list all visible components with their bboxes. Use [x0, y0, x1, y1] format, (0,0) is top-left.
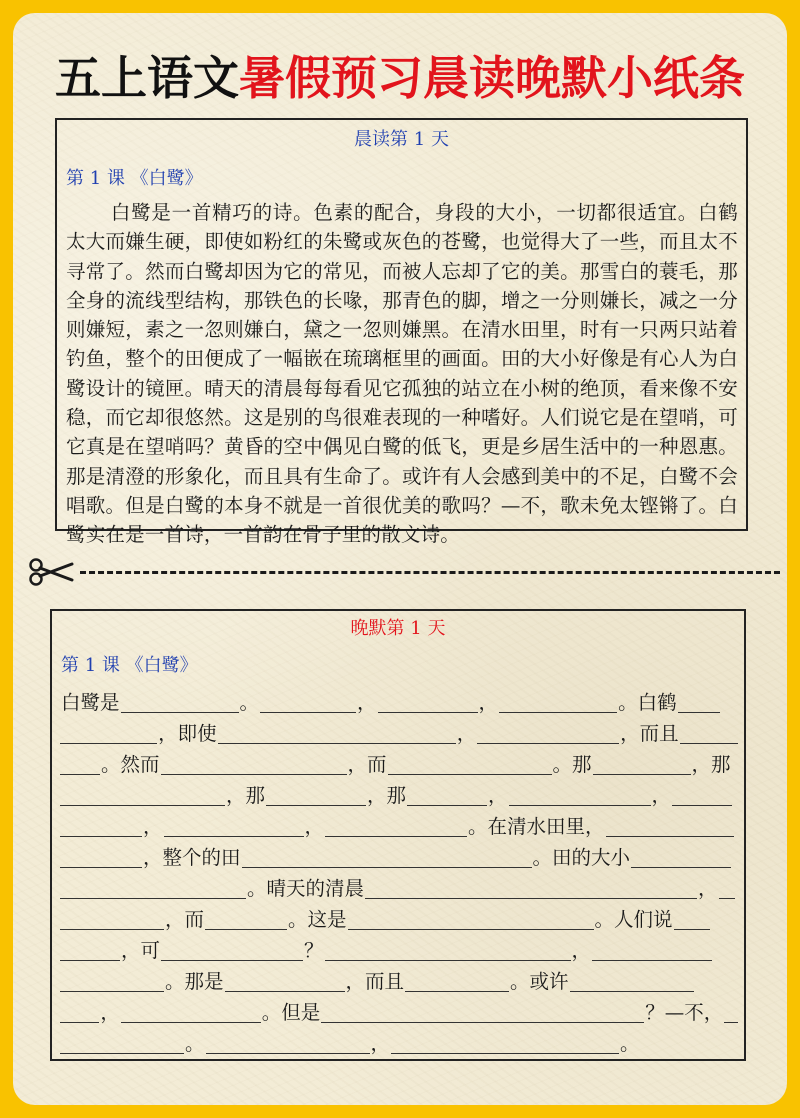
dictation-line-6 [60, 842, 738, 874]
fill-blank[interactable] [325, 816, 467, 837]
line-text: ，整个的田 [143, 846, 241, 869]
fill-blank[interactable] [606, 816, 734, 837]
fill-blank[interactable] [60, 971, 164, 992]
fill-blank[interactable] [121, 1002, 261, 1023]
line-text: 。这是 [288, 908, 347, 931]
title-part-black: 五上语文 [55, 51, 239, 105]
line-text: ，那 [226, 784, 266, 807]
dictation-line-10 [60, 966, 738, 998]
line-text: ， [357, 691, 377, 714]
line-text: 。 [185, 1032, 205, 1055]
fill-blank[interactable] [164, 816, 304, 837]
evening-header: 晚默第 1 天 [350, 618, 446, 639]
line-text: ， [488, 784, 508, 807]
dictation-line-8 [60, 904, 738, 936]
fill-blank[interactable] [60, 909, 164, 930]
line-text: 。或许 [510, 970, 569, 993]
morning-passage: 白鹭是一首精巧的诗。色素的配合，身段的大小，一切都很适宜。白鹤太大而嫌生硬，即使如粉红的朱鹭或灰色的苍鹭，也觉得大了一些，而且太不寻常了。然而白鹭却因为它的常见，而被人忘却了它的美。那雪白的蓑毛，那全身的流线型结构，那铁色的长喙，那青色的脚，增之一分则嫌长，减之一分则嫌短，素之一忽则嫌白，黛之一忽则嫌黑。在清水田里，时有一只两只站着钓鱼，整个的田便成了一幅嵌在琉璃框里的画面。田的大小好像是有心人为白鹭设计的镜匣。晴天的清晨每每看见它孤独的站立在小树的绝顶，看来像不安稳，而它却很悠然。这是别的鸟很难表现的一种嗜好。人们说它是在望哨，可它真是在望哨吗？黄昏的空中偶见白鹭的低飞，更是乡居生活中的一种恩惠。那是清澄的形象化，而且具有生命了。或许有人会感到美中的不足，白鹭不会唱歌。但是白鹭的本身不就是一首很优美的歌吗？—不，歌未免太铿锵了。白鹭实在是一首诗，一首韵在骨子里的散文诗。 [66, 201, 738, 547]
line-text: 。那 [552, 753, 592, 776]
dashed-divider [80, 571, 780, 574]
morning-lesson-title: 第 1 课 《白鹭》 [66, 168, 203, 189]
dictation-line-7 [60, 873, 738, 905]
fill-blank[interactable] [391, 1033, 619, 1054]
line-text: 。但是 [261, 1001, 321, 1024]
fill-blank[interactable] [477, 723, 619, 744]
line-text: ，即使 [158, 722, 217, 745]
fill-blank[interactable] [378, 692, 478, 713]
fill-blank[interactable] [674, 909, 710, 930]
evening-dictation-box [50, 609, 746, 1061]
morning-header: 晨读第 1 天 [354, 129, 449, 150]
fill-blank[interactable] [325, 940, 571, 961]
line-text: ，而且 [345, 970, 405, 993]
scissors-icon [28, 558, 74, 586]
morning-reading-box [55, 118, 748, 547]
line-text: ，而且 [620, 722, 679, 745]
line-text: 。 [620, 1032, 640, 1055]
page-title [0, 48, 800, 108]
fill-blank[interactable] [205, 909, 287, 930]
line-text: 。晴天的清晨 [247, 877, 365, 900]
line-text: 。白鹤 [618, 691, 677, 714]
fill-blank[interactable] [348, 909, 594, 930]
line-text: ， [478, 691, 499, 714]
line-text: ，而 [165, 908, 205, 931]
cut-line [28, 557, 788, 587]
fill-blank[interactable] [365, 878, 697, 899]
line-text: ？—不， [645, 1001, 724, 1024]
line-text: 白鹭是 [61, 691, 120, 714]
line-text: ， [651, 784, 672, 807]
fill-blank[interactable] [499, 692, 617, 713]
dictation-line-11 [60, 997, 738, 1029]
fill-blank[interactable] [60, 816, 142, 837]
line-text: ， [456, 722, 477, 745]
line-text: ？ [304, 939, 324, 962]
line-text: ，那 [691, 753, 731, 776]
dictation-line-5 [60, 811, 738, 843]
line-text: 。人们说 [594, 908, 673, 931]
fill-blank[interactable] [407, 785, 487, 806]
fill-blank[interactable] [161, 754, 347, 775]
fill-blank[interactable] [388, 754, 552, 775]
fill-blank[interactable] [680, 723, 738, 744]
dictation-line-4 [60, 780, 738, 812]
line-text: ， [304, 815, 325, 838]
fill-blank[interactable] [678, 692, 720, 713]
fill-blank[interactable] [60, 878, 246, 899]
dictation-line-3 [60, 749, 738, 781]
line-text: ，而 [347, 753, 387, 776]
evening-lesson-title: 第 1 课 《白鹭》 [61, 655, 198, 676]
fill-blank[interactable] [60, 785, 225, 806]
fill-blank[interactable] [321, 1002, 644, 1023]
fill-blank[interactable] [60, 1033, 184, 1054]
fill-blank[interactable] [509, 785, 651, 806]
line-text: ， [571, 939, 592, 962]
line-text: ，那 [367, 784, 407, 807]
line-text: ， [100, 1001, 120, 1024]
fill-blank[interactable] [206, 1033, 370, 1054]
fill-blank[interactable] [672, 785, 732, 806]
dictation-line-12 [60, 1028, 738, 1060]
line-text: 。田的大小 [532, 846, 631, 869]
dictation-line-1 [60, 687, 738, 719]
line-text: ， [143, 815, 163, 838]
fill-blank[interactable] [242, 847, 532, 868]
fill-blank[interactable] [60, 754, 100, 775]
fill-blank[interactable] [593, 754, 691, 775]
line-text: 。然而 [101, 753, 160, 776]
fill-blank[interactable] [631, 847, 731, 868]
fill-blank[interactable] [724, 1002, 738, 1023]
fill-blank[interactable] [225, 971, 345, 992]
title-part-red: 暑假预习晨读晚默小纸条 [239, 51, 745, 105]
line-text: 。那是 [165, 970, 224, 993]
fill-blank[interactable] [570, 971, 694, 992]
line-text: ，可 [121, 939, 161, 962]
fill-blank[interactable] [405, 971, 509, 992]
fill-blank[interactable] [218, 723, 456, 744]
fill-blank[interactable] [161, 940, 303, 961]
fill-blank[interactable] [719, 878, 735, 899]
fill-blank[interactable] [592, 940, 712, 961]
fill-blank[interactable] [121, 692, 239, 713]
line-text: 。 [239, 691, 260, 714]
dictation-line-2 [60, 718, 738, 750]
fill-blank[interactable] [60, 847, 142, 868]
dictation-line-9 [60, 935, 738, 967]
line-text: 。在清水田里， [468, 815, 605, 838]
fill-blank[interactable] [266, 785, 366, 806]
line-text: ， [698, 877, 718, 900]
fill-blank[interactable] [60, 1002, 99, 1023]
fill-blank[interactable] [60, 940, 120, 961]
line-text: ， [370, 1032, 391, 1055]
fill-blank[interactable] [260, 692, 356, 713]
fill-blank[interactable] [60, 723, 157, 744]
